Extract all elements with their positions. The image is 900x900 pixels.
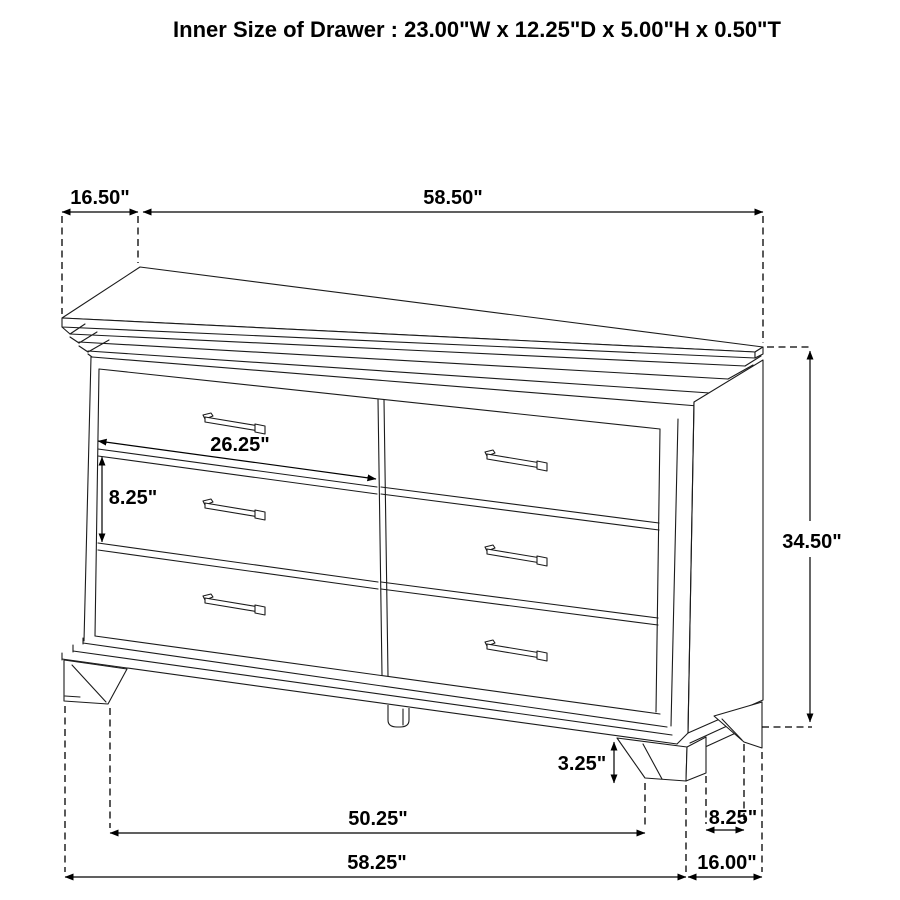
label-leg-gap-depth: 8.25" [708, 807, 758, 829]
dimension-drawer-height [102, 457, 157, 542]
label-overall-height: 34.50" [782, 531, 842, 553]
drawer-rows [98, 449, 659, 625]
dimension-leg-gap-depth [706, 744, 757, 830]
label-leg-height: 3.25" [557, 753, 607, 775]
label-drawer-height: 8.25" [108, 487, 158, 509]
front-right-leg [617, 737, 706, 781]
front-face-frame [84, 357, 694, 733]
drawer-handle [203, 413, 265, 434]
label-drawer-width: 26.25" [210, 434, 270, 456]
diagram-title: Inner Size of Drawer : 23.00"W x 12.25"D x 5.00"H x 0.50"T [173, 17, 781, 42]
right-side-panel [688, 360, 763, 753]
label-overall-depth: 16.00" [697, 852, 757, 874]
drawer-handle [485, 450, 547, 471]
label-overall-width: 58.25" [347, 852, 407, 874]
label-top-depth: 16.50" [70, 187, 130, 209]
drawer-handle [203, 594, 265, 615]
center-support-leg [388, 705, 409, 727]
dimension-overall-height [762, 347, 842, 727]
label-top-width: 58.50" [423, 187, 483, 209]
drawer-handle [485, 545, 547, 566]
base-molding [62, 638, 688, 744]
drawer-handle [485, 640, 547, 661]
dimension-drawer-width [98, 434, 376, 479]
label-front-leg-span: 50.25" [348, 808, 408, 830]
dimension-leg-height [558, 742, 614, 783]
dimension-overall-width [65, 706, 686, 877]
dresser-top [62, 267, 763, 358]
dresser-line-drawing [62, 267, 763, 781]
drawer-handle [203, 499, 265, 520]
